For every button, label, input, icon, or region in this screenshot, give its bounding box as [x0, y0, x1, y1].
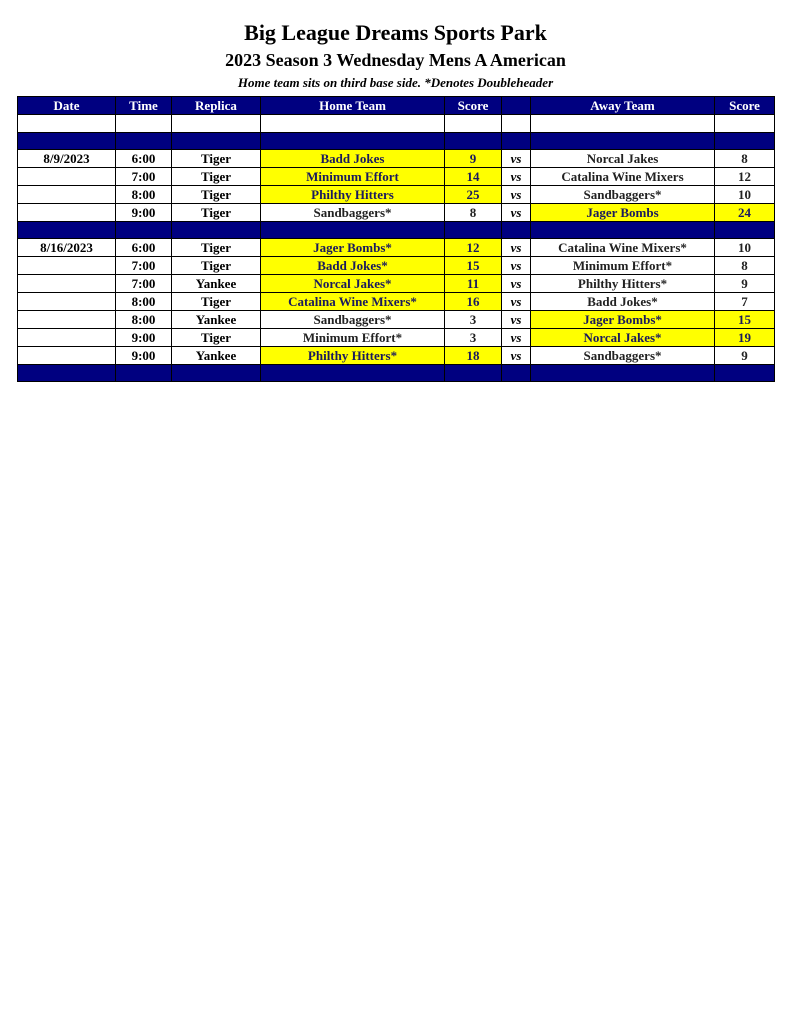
blank-row-cell: [502, 115, 531, 133]
week-separator-row-cell: [261, 222, 445, 239]
week-separator-row-cell: [18, 133, 116, 150]
game-replica: Tiger: [172, 204, 261, 222]
away-team: Jager Bombs*: [531, 311, 715, 329]
home-score: 15: [445, 257, 502, 275]
table-footer-row-cell: [261, 365, 445, 382]
game-row: [18, 257, 775, 275]
game-date: [18, 275, 116, 293]
blank-row-cell: [172, 115, 261, 133]
page-subtitle: 2023 Season 3 Wednesday Mens A American: [225, 50, 566, 70]
week-separator-row-cell: [715, 133, 775, 150]
vs-label: vs: [502, 168, 531, 186]
schedule-note: Home team sits on third base side. *Denotes Doubleheader: [237, 75, 554, 90]
game-date: [18, 168, 116, 186]
game-time: 9:00: [116, 204, 172, 222]
week-separator-row-cell: [502, 133, 531, 150]
week-separator-row-cell: [172, 222, 261, 239]
column-header-date: Date: [18, 97, 116, 115]
column-header-vs: [502, 97, 531, 115]
home-team: Catalina Wine Mixers*: [261, 293, 445, 311]
game-replica: Tiger: [172, 329, 261, 347]
away-team: Jager Bombs: [531, 204, 715, 222]
table-footer-row-cell: [445, 365, 502, 382]
column-header-time: Time: [116, 97, 172, 115]
vs-label: vs: [502, 275, 531, 293]
home-team: Philthy Hitters: [261, 186, 445, 204]
column-header-away-score: Score: [715, 97, 775, 115]
home-score: 9: [445, 150, 502, 168]
home-score: 11: [445, 275, 502, 293]
game-date: [18, 311, 116, 329]
game-date: [18, 293, 116, 311]
home-score: 18: [445, 347, 502, 365]
game-row: [18, 150, 775, 168]
home-team: Philthy Hitters*: [261, 347, 445, 365]
home-team: Badd Jokes*: [261, 257, 445, 275]
home-team: Norcal Jakes*: [261, 275, 445, 293]
game-time: 8:00: [116, 293, 172, 311]
vs-label: vs: [502, 293, 531, 311]
away-score: 24: [715, 204, 775, 222]
vs-label: vs: [502, 347, 531, 365]
game-replica: Yankee: [172, 311, 261, 329]
week-separator-row-cell: [531, 133, 715, 150]
table-footer-row-cell: [715, 365, 775, 382]
away-score: 15: [715, 311, 775, 329]
table-footer-row-cell: [172, 365, 261, 382]
page-title: Big League Dreams Sports Park: [244, 20, 547, 45]
vs-label: vs: [502, 311, 531, 329]
game-date: [18, 329, 116, 347]
table-footer-row-cell: [116, 365, 172, 382]
game-date: [18, 257, 116, 275]
away-team: Philthy Hitters*: [531, 275, 715, 293]
home-score: 25: [445, 186, 502, 204]
week-separator-row-cell: [261, 133, 445, 150]
week-separator-row-cell: [502, 222, 531, 239]
away-score: 9: [715, 275, 775, 293]
column-header-away-team: Away Team: [531, 97, 715, 115]
table-footer-row-cell: [502, 365, 531, 382]
game-row: [18, 329, 775, 347]
vs-label: vs: [502, 204, 531, 222]
column-header-home-team: Home Team: [261, 97, 445, 115]
game-row: [18, 275, 775, 293]
vs-label: vs: [502, 150, 531, 168]
game-time: 6:00: [116, 150, 172, 168]
home-team: Jager Bombs*: [261, 239, 445, 257]
week-separator-row-cell: [531, 222, 715, 239]
game-date: 8/9/2023: [18, 150, 116, 168]
table-footer-row-cell: [531, 365, 715, 382]
week-separator-row-cell: [116, 222, 172, 239]
home-team: Badd Jokes: [261, 150, 445, 168]
away-team: Norcal Jakes: [531, 150, 715, 168]
home-score: 16: [445, 293, 502, 311]
away-team: Sandbaggers*: [531, 347, 715, 365]
game-date: [18, 204, 116, 222]
vs-label: vs: [502, 186, 531, 204]
game-row: [18, 204, 775, 222]
blank-row-cell: [715, 115, 775, 133]
column-header-home-score: Score: [445, 97, 502, 115]
game-replica: Tiger: [172, 168, 261, 186]
game-time: 9:00: [116, 329, 172, 347]
home-team: Sandbaggers*: [261, 311, 445, 329]
home-team: Minimum Effort: [261, 168, 445, 186]
blank-row-cell: [116, 115, 172, 133]
game-date: [18, 347, 116, 365]
home-score: 3: [445, 311, 502, 329]
away-team: Minimum Effort*: [531, 257, 715, 275]
blank-row: [18, 115, 775, 133]
game-replica: Tiger: [172, 150, 261, 168]
vs-label: vs: [502, 257, 531, 275]
blank-row-cell: [261, 115, 445, 133]
blank-row-cell: [445, 115, 502, 133]
game-date: [18, 186, 116, 204]
table-footer-row-cell: [18, 365, 116, 382]
week-separator-row-cell: [172, 133, 261, 150]
away-score: 8: [715, 150, 775, 168]
game-replica: Tiger: [172, 257, 261, 275]
away-score: 10: [715, 186, 775, 204]
home-score: 8: [445, 204, 502, 222]
game-time: 8:00: [116, 311, 172, 329]
home-score: 3: [445, 329, 502, 347]
away-team: Badd Jokes*: [531, 293, 715, 311]
away-team: Norcal Jakes*: [531, 329, 715, 347]
table-footer-row: [18, 365, 775, 382]
away-score: 9: [715, 347, 775, 365]
schedule-table: [17, 96, 775, 382]
game-replica: Tiger: [172, 239, 261, 257]
schedule-body: [18, 115, 775, 382]
away-score: 19: [715, 329, 775, 347]
game-row: [18, 311, 775, 329]
game-time: 8:00: [116, 186, 172, 204]
game-replica: Yankee: [172, 347, 261, 365]
away-team: Catalina Wine Mixers: [531, 168, 715, 186]
game-replica: Yankee: [172, 275, 261, 293]
game-replica: Tiger: [172, 293, 261, 311]
game-date: 8/16/2023: [18, 239, 116, 257]
game-time: 7:00: [116, 257, 172, 275]
game-replica: Tiger: [172, 186, 261, 204]
home-team: Sandbaggers*: [261, 204, 445, 222]
away-team: Catalina Wine Mixers*: [531, 239, 715, 257]
week-separator-row: [18, 133, 775, 150]
table-header-row: [18, 97, 775, 115]
week-separator-row: [18, 222, 775, 239]
game-time: 7:00: [116, 275, 172, 293]
home-score: 12: [445, 239, 502, 257]
week-separator-row-cell: [445, 133, 502, 150]
game-row: [18, 186, 775, 204]
vs-label: vs: [502, 239, 531, 257]
game-row: [18, 239, 775, 257]
home-score: 14: [445, 168, 502, 186]
away-score: 10: [715, 239, 775, 257]
week-separator-row-cell: [445, 222, 502, 239]
game-row: [18, 293, 775, 311]
week-separator-row-cell: [18, 222, 116, 239]
away-team: Sandbaggers*: [531, 186, 715, 204]
blank-row-cell: [18, 115, 116, 133]
game-time: 9:00: [116, 347, 172, 365]
game-time: 6:00: [116, 239, 172, 257]
blank-row-cell: [531, 115, 715, 133]
vs-label: vs: [502, 329, 531, 347]
column-header-replica: Replica: [172, 97, 261, 115]
week-separator-row-cell: [116, 133, 172, 150]
game-time: 7:00: [116, 168, 172, 186]
game-row: [18, 347, 775, 365]
away-score: 8: [715, 257, 775, 275]
away-score: 12: [715, 168, 775, 186]
home-team: Minimum Effort*: [261, 329, 445, 347]
week-separator-row-cell: [715, 222, 775, 239]
away-score: 7: [715, 293, 775, 311]
game-row: [18, 168, 775, 186]
